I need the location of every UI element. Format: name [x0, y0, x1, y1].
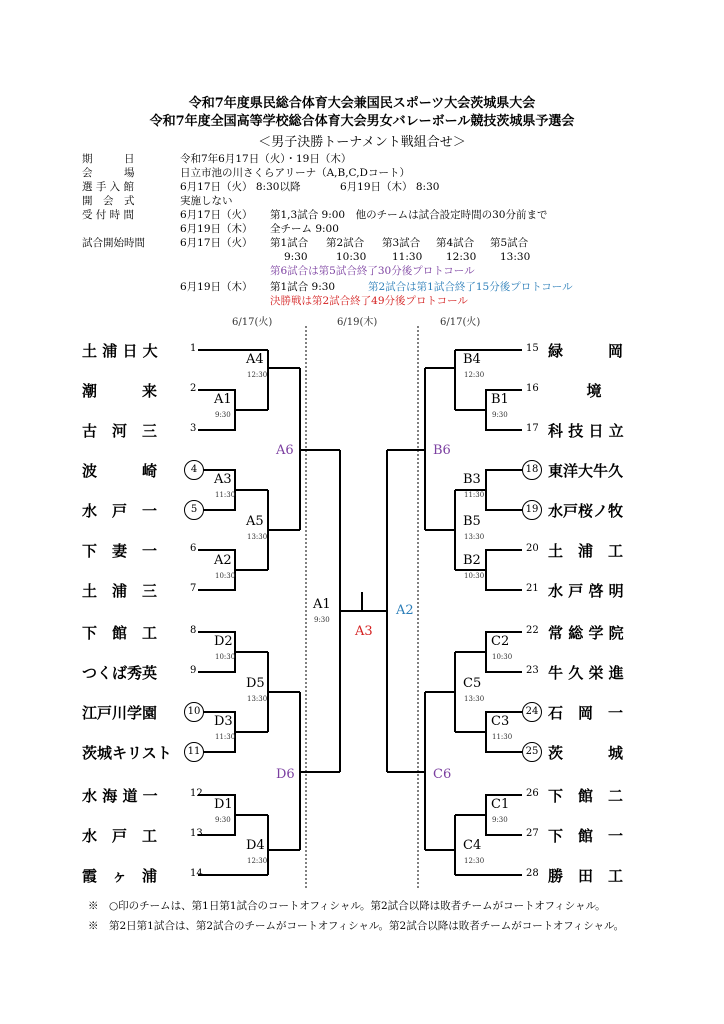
match-label-b6: B6: [433, 443, 451, 458]
match-time-c4: 12:30: [464, 857, 485, 865]
match-label-c3: C3: [491, 714, 510, 729]
title-line-2: 令和7年度全国高等学校総合体育大会男女バレーボール競技茨城県予選会: [149, 114, 575, 129]
match-label-c6: C6: [433, 767, 452, 782]
team-name-18: 東洋大牛久: [548, 462, 624, 480]
team-number-19: 19: [522, 500, 542, 520]
match-label-b5: B5: [463, 514, 481, 529]
start-time-2: 10:30: [336, 251, 367, 263]
match-time-d3: 11:30: [215, 733, 236, 741]
date-center: 6/19(木): [337, 317, 378, 328]
match-label-b3: B3: [463, 472, 481, 487]
team-name-13: 水 戸 工: [82, 827, 158, 845]
subtitle: ＜男子決勝トーナメント戦組合せ＞: [258, 135, 466, 150]
note-1: ※ ○印のチームは、第1日第1試合のコートオフィシャル。第2試合以降は敗者チームがコートオフィシャル。: [88, 900, 606, 912]
team-number-27: 27: [526, 828, 539, 839]
info-reception-day2-text: 全チーム 9:00: [270, 223, 339, 235]
match-label-sf2: A2: [396, 603, 414, 618]
final-protocol: 決勝戦は第2試合終了49分後プロトコール: [270, 295, 468, 307]
match-label-c5: C5: [463, 676, 482, 691]
match-label-c4: C4: [463, 838, 482, 853]
match-time-c1: 9:30: [492, 816, 508, 824]
team-name-4: 波 崎: [82, 462, 158, 480]
team-name-23: 牛 久 栄 進: [548, 664, 624, 682]
team-number-18: 18: [522, 460, 542, 480]
match-label-d2: D2: [214, 634, 233, 649]
match-time-sf1: 9:30: [314, 616, 330, 624]
team-number-21: 21: [526, 583, 539, 594]
team-number-14: 14: [190, 868, 203, 879]
team-number-28: 28: [526, 868, 539, 879]
team-name-10: 江戸川学園: [82, 704, 158, 722]
match-time-b3: 11:30: [464, 491, 485, 499]
team-name-24: 石 岡 一: [548, 704, 624, 722]
match-label-d5: D5: [246, 676, 265, 691]
label-entry: 選 手 入 館: [82, 181, 135, 193]
match-time-c2: 10:30: [492, 653, 513, 661]
match-time-b2: 10:30: [464, 572, 485, 580]
team-name-26: 下 館 二: [548, 787, 624, 805]
team-name-17: 科 技 日 立: [548, 422, 624, 440]
match-label-b1: B1: [491, 392, 509, 407]
day2-match-1: 第1試合 9:30: [270, 281, 336, 293]
team-number-2: 2: [190, 383, 197, 394]
match-label-a3: A3: [214, 472, 232, 487]
info-opening: 実施しない: [180, 195, 233, 207]
start-match-1: 第1試合: [270, 237, 309, 249]
info-entry-1: 6月17日（火） 8:30以降: [180, 181, 301, 193]
match-label-d4: D4: [246, 838, 265, 853]
info-reception-day1: 6月17日（火）: [180, 209, 253, 221]
start-match-5: 第5試合: [490, 237, 529, 249]
team-number-13: 13: [190, 828, 203, 839]
label-opening: 開 会 式: [82, 195, 135, 207]
match-label-b4: B4: [463, 352, 481, 367]
team-number-23: 23: [526, 665, 539, 676]
team-name-21: 水 戸 啓 明: [548, 582, 624, 600]
start-time-3: 11:30: [392, 251, 423, 263]
match-time-a2: 10:30: [215, 572, 236, 580]
match-label-sf1: A1: [313, 597, 331, 612]
match-time-d4: 12:30: [247, 857, 268, 865]
team-number-8: 8: [190, 625, 197, 636]
team-name-28: 勝 田 工: [548, 867, 624, 885]
team-name-6: 下 妻 一: [82, 542, 158, 560]
team-name-19: 水戸桜ノ牧: [548, 502, 624, 520]
match-label-a5: A5: [246, 514, 264, 529]
team-number-26: 26: [526, 788, 539, 799]
match-label-c2: C2: [491, 634, 510, 649]
date-left: 6/17(火): [232, 317, 273, 328]
match-label-d6: D6: [276, 767, 295, 782]
match-label-a2: A2: [214, 553, 232, 568]
start-time-5: 13:30: [500, 251, 531, 263]
team-name-22: 常 総 学 院: [548, 624, 624, 642]
start-time-4: 12:30: [446, 251, 477, 263]
team-number-17: 17: [526, 423, 539, 434]
label-venue: 会 場: [82, 167, 135, 179]
info-venue: 日立市池の川さくらアリーナ（A,B,C,Dコート）: [180, 167, 410, 179]
label-reception: 受 付 時 間: [82, 209, 135, 221]
day2-match-2: 第2試合は第1試合終了15分後プロトコール: [368, 281, 573, 293]
info-start-day2: 6月19日（木）: [180, 281, 253, 293]
match-label-a4: A4: [246, 352, 264, 367]
team-number-15: 15: [526, 343, 539, 354]
team-name-3: 古 河 三: [82, 422, 158, 440]
team-number-3: 3: [190, 423, 197, 434]
team-number-4: 4: [184, 460, 204, 480]
team-name-20: 土 浦 工: [548, 542, 624, 560]
info-reception-day2: 6月19日（木）: [180, 223, 253, 235]
team-name-12: 水 海 道 一: [82, 787, 158, 805]
team-number-10: 10: [184, 702, 204, 722]
match-label-a1: A1: [214, 392, 232, 407]
team-number-20: 20: [526, 543, 539, 554]
match-time-d2: 10:30: [215, 653, 236, 661]
team-name-7: 土 浦 三: [82, 582, 158, 600]
title-line-1: 令和7年度県民総合体育大会兼国民スポーツ大会茨城県大会: [188, 96, 536, 111]
match-time-a1: 9:30: [215, 411, 231, 419]
team-name-1: 土 浦 日 大: [82, 342, 158, 360]
team-number-11: 11: [184, 742, 204, 762]
match-label-c1: C1: [491, 797, 510, 812]
team-number-7: 7: [190, 583, 197, 594]
start-match-4: 第4試合: [436, 237, 475, 249]
info-period: 令和7年6月17日（火）・19日（木）: [180, 153, 352, 165]
match-label-a6: A6: [276, 443, 294, 458]
match-time-c5: 13:30: [464, 695, 485, 703]
team-number-25: 25: [522, 742, 542, 762]
team-number-6: 6: [190, 543, 197, 554]
match-time-b1: 9:30: [492, 411, 508, 419]
team-number-24: 24: [522, 702, 542, 722]
label-period: 期 日: [82, 153, 135, 165]
start-time-1: 9:30: [284, 251, 308, 263]
date-right: 6/17(火): [440, 317, 481, 328]
match-label-d3: D3: [214, 714, 233, 729]
match-label-b2: B2: [463, 553, 481, 568]
match-time-a4: 12:30: [247, 371, 268, 379]
match-time-b5: 13:30: [464, 533, 485, 541]
info-entry-2: 6月19日（木） 8:30: [340, 181, 440, 193]
match-time-a5: 13:30: [247, 533, 268, 541]
match-time-c3: 11:30: [492, 733, 513, 741]
team-number-12: 12: [190, 788, 203, 799]
match-time-d1: 9:30: [215, 816, 231, 824]
team-name-8: 下 館 工: [82, 624, 158, 642]
team-name-11: 茨城キリスト: [82, 744, 172, 762]
team-name-27: 下 館 一: [548, 827, 624, 845]
team-name-5: 水 戸 一: [82, 502, 158, 520]
team-number-5: 5: [184, 500, 204, 520]
team-name-14: 霞 ヶ 浦: [82, 867, 158, 885]
team-name-9: つくば秀英: [82, 664, 158, 682]
team-number-9: 9: [190, 665, 197, 676]
team-number-1: 1: [190, 343, 197, 354]
team-number-16: 16: [526, 383, 539, 394]
start-match-2: 第2試合: [326, 237, 365, 249]
start-match-3: 第3試合: [382, 237, 421, 249]
match-label-final: A3: [355, 624, 373, 639]
protocol-match-6: 第6試合は第5試合終了30分後プロトコール: [270, 265, 475, 277]
team-number-22: 22: [526, 625, 539, 636]
team-name-15: 緑 岡: [548, 342, 624, 360]
team-name-25: 茨 城: [548, 744, 624, 762]
info-start-day1: 6月17日（火）: [180, 237, 253, 249]
match-time-a3: 11:30: [215, 491, 236, 499]
info-reception-day1-text: 第1,3試合 9:00 他のチームは試合設定時間の30分前まで: [270, 209, 548, 221]
label-start: 試合開始時間: [82, 237, 145, 249]
team-name-16: 境: [586, 382, 602, 400]
match-time-d5: 13:30: [247, 695, 268, 703]
match-time-b4: 12:30: [464, 371, 485, 379]
team-name-2: 潮 来: [82, 382, 158, 400]
match-label-d1: D1: [214, 797, 233, 812]
note-2: ※ 第2日第1試合は、第2試合のチームがコートオフィシャル。第2試合以降は敗者チームがコートオフィシャル。: [88, 920, 625, 932]
